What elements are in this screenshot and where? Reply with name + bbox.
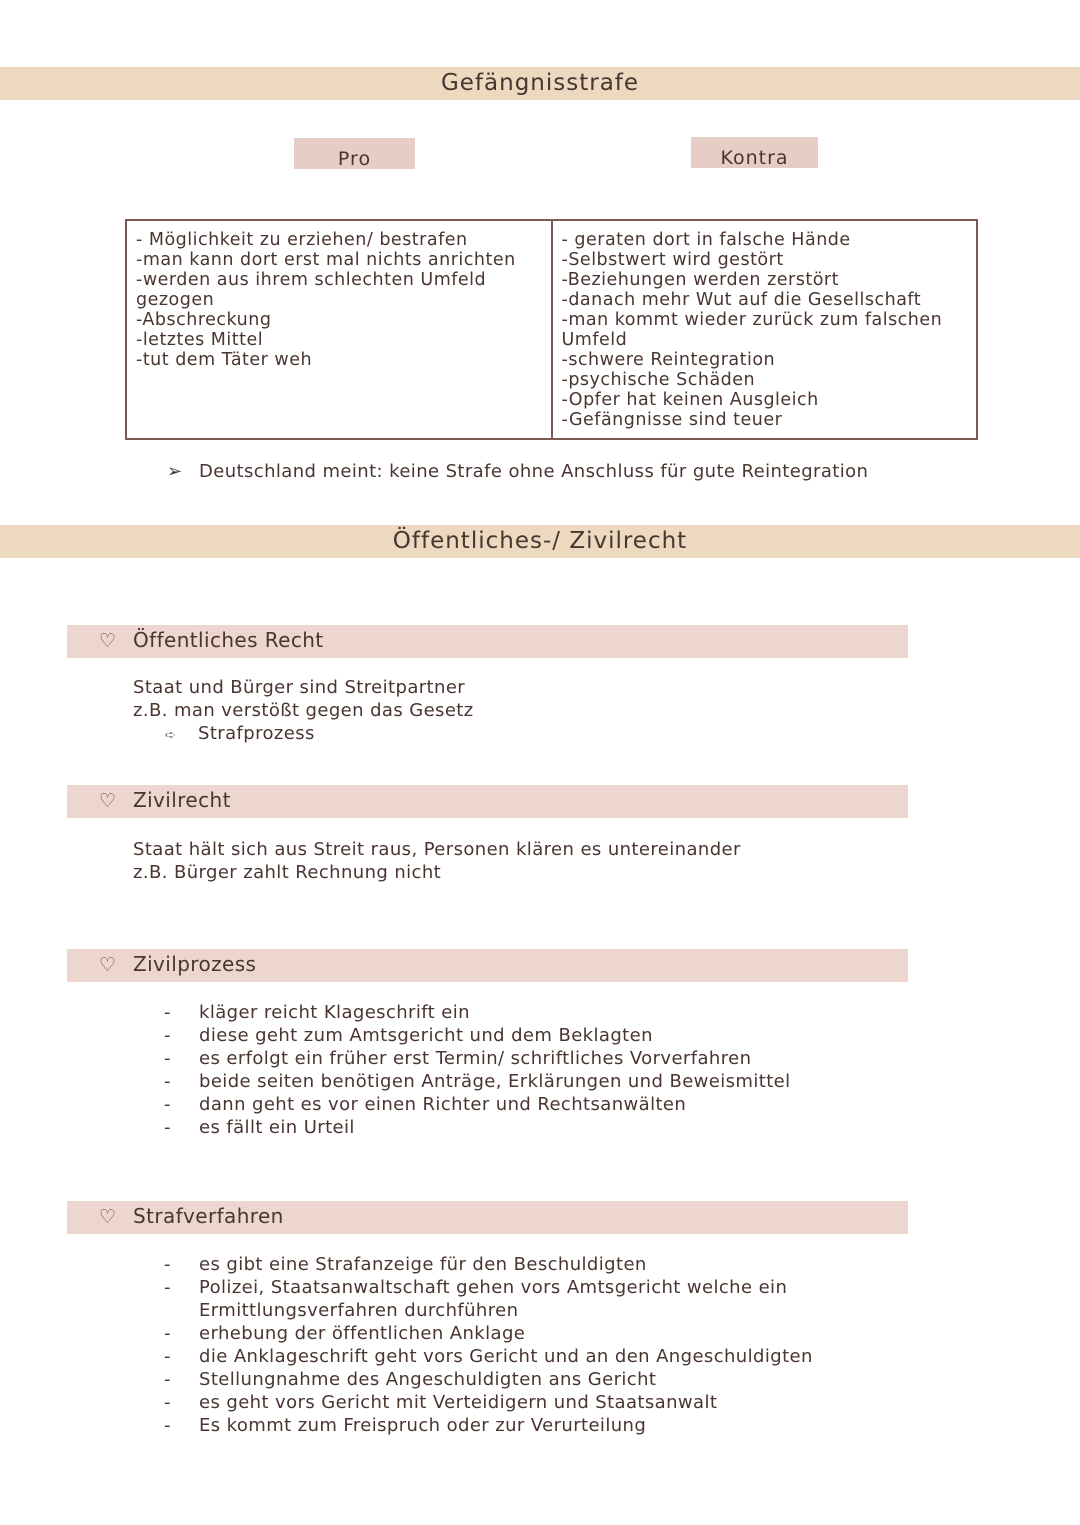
heart-icon: ♡ xyxy=(99,1206,117,1228)
strafverfahren-list xyxy=(164,1253,964,1437)
kontra-label: Kontra xyxy=(691,137,818,168)
sub-text: Strafprozess xyxy=(198,723,315,744)
heading-oeffentliches-recht xyxy=(67,625,908,658)
zivilrecht-text xyxy=(133,838,741,884)
heading-zivilrecht xyxy=(67,785,908,818)
zivilprozess-list xyxy=(164,1001,791,1139)
list-item: - dann geht es vor einen Richter und Rechtsanwälten xyxy=(164,1093,791,1116)
heading-zivilprozess xyxy=(67,949,908,982)
text-line: z.B. Bürger zahlt Rechnung nicht xyxy=(133,862,442,883)
heart-icon: ♡ xyxy=(99,790,117,812)
list-item: - Polizei, Staatsanwaltschaft gehen vors Amtsgericht welche ein Ermittlungsverfahren durchführen xyxy=(164,1276,964,1322)
pro-item: - Möglichkeit zu erziehen/ bestrafen xyxy=(136,230,468,250)
pro-kontra-table xyxy=(125,219,978,440)
arrow-bullet-icon: ➢ xyxy=(167,461,183,482)
list-item: - beide seiten benötigen Anträge, Erklärungen und Beweismittel xyxy=(164,1070,791,1093)
list-item: - erhebung der öffentlichen Anklage xyxy=(164,1322,964,1345)
heart-icon: ♡ xyxy=(99,630,117,652)
pro-column xyxy=(126,220,552,439)
kontra-column xyxy=(552,220,978,439)
list-item: - es erfolgt ein früher erst Termin/ schriftliches Vorverfahren xyxy=(164,1047,791,1070)
kontra-item: -man kommt wieder zurück zum falschen Umfeld xyxy=(561,310,943,350)
list-item: - die Anklageschrift geht vors Gericht und an den Angeschuldigten xyxy=(164,1345,964,1368)
list-item: - diese geht zum Amtsgericht und dem Beklagten xyxy=(164,1024,791,1047)
kontra-item: -danach mehr Wut auf die Gesellschaft xyxy=(561,290,922,310)
conclusion-text: Deutschland meint: keine Strafe ohne Anschluss für gute Reintegration xyxy=(199,461,869,482)
heading-title: Öffentliches Recht xyxy=(133,628,324,652)
oeffentliches-recht-text xyxy=(133,676,474,747)
list-item: - es gibt eine Strafanzeige für den Beschuldigten xyxy=(164,1253,964,1276)
heading-strafverfahren xyxy=(67,1201,908,1234)
conclusion xyxy=(167,461,868,482)
pro-label: Pro xyxy=(294,138,415,169)
list-item: - es geht vors Gericht mit Verteidigern und Staatsanwalt xyxy=(164,1391,964,1414)
kontra-item: -Opfer hat keinen Ausgleich xyxy=(561,390,819,410)
arrow-right-icon: ➪ xyxy=(165,728,177,743)
kontra-item: -psychische Schäden xyxy=(561,370,756,390)
pro-item: -Abschreckung xyxy=(136,310,272,330)
heading-title: Strafverfahren xyxy=(133,1204,284,1228)
kontra-item: -Selbstwert wird gestört xyxy=(561,250,784,270)
text-line: Staat und Bürger sind Streitpartner xyxy=(133,677,466,698)
kontra-item: -Beziehungen werden zerstört xyxy=(561,270,839,290)
heart-icon: ♡ xyxy=(99,954,117,976)
section-title-oeffentliches-zivilrecht: Öffentliches-/ Zivilrecht xyxy=(392,528,688,554)
pro-item: -letztes Mittel xyxy=(136,330,264,350)
kontra-item: -Gefängnisse sind teuer xyxy=(561,410,783,430)
kontra-item: -schwere Reintegration xyxy=(561,350,776,370)
kontra-item: - geraten dort in falsche Hände xyxy=(561,230,851,250)
list-item: - kläger reicht Klageschrift ein xyxy=(164,1001,791,1024)
list-item: - Es kommt zum Freispruch oder zur Verurteilung xyxy=(164,1414,964,1437)
pro-item: -werden aus ihrem schlechten Umfeld gezogen xyxy=(136,270,487,310)
list-item: - es fällt ein Urteil xyxy=(164,1116,791,1139)
list-item: - Stellungnahme des Angeschuldigten ans Gericht xyxy=(164,1368,964,1391)
sub-line xyxy=(133,722,474,747)
pro-item: -tut dem Täter weh xyxy=(136,350,313,370)
text-line: z.B. man verstößt gegen das Gesetz xyxy=(133,700,474,721)
heading-title: Zivilrecht xyxy=(133,788,231,812)
text-line: Staat hält sich aus Streit raus, Personen klären es untereinander xyxy=(133,839,741,860)
heading-title: Zivilprozess xyxy=(133,952,257,976)
section-title-gefaengnisstrafe: Gefängnisstrafe xyxy=(440,70,640,96)
pro-item: -man kann dort erst mal nichts anrichten xyxy=(136,250,516,270)
